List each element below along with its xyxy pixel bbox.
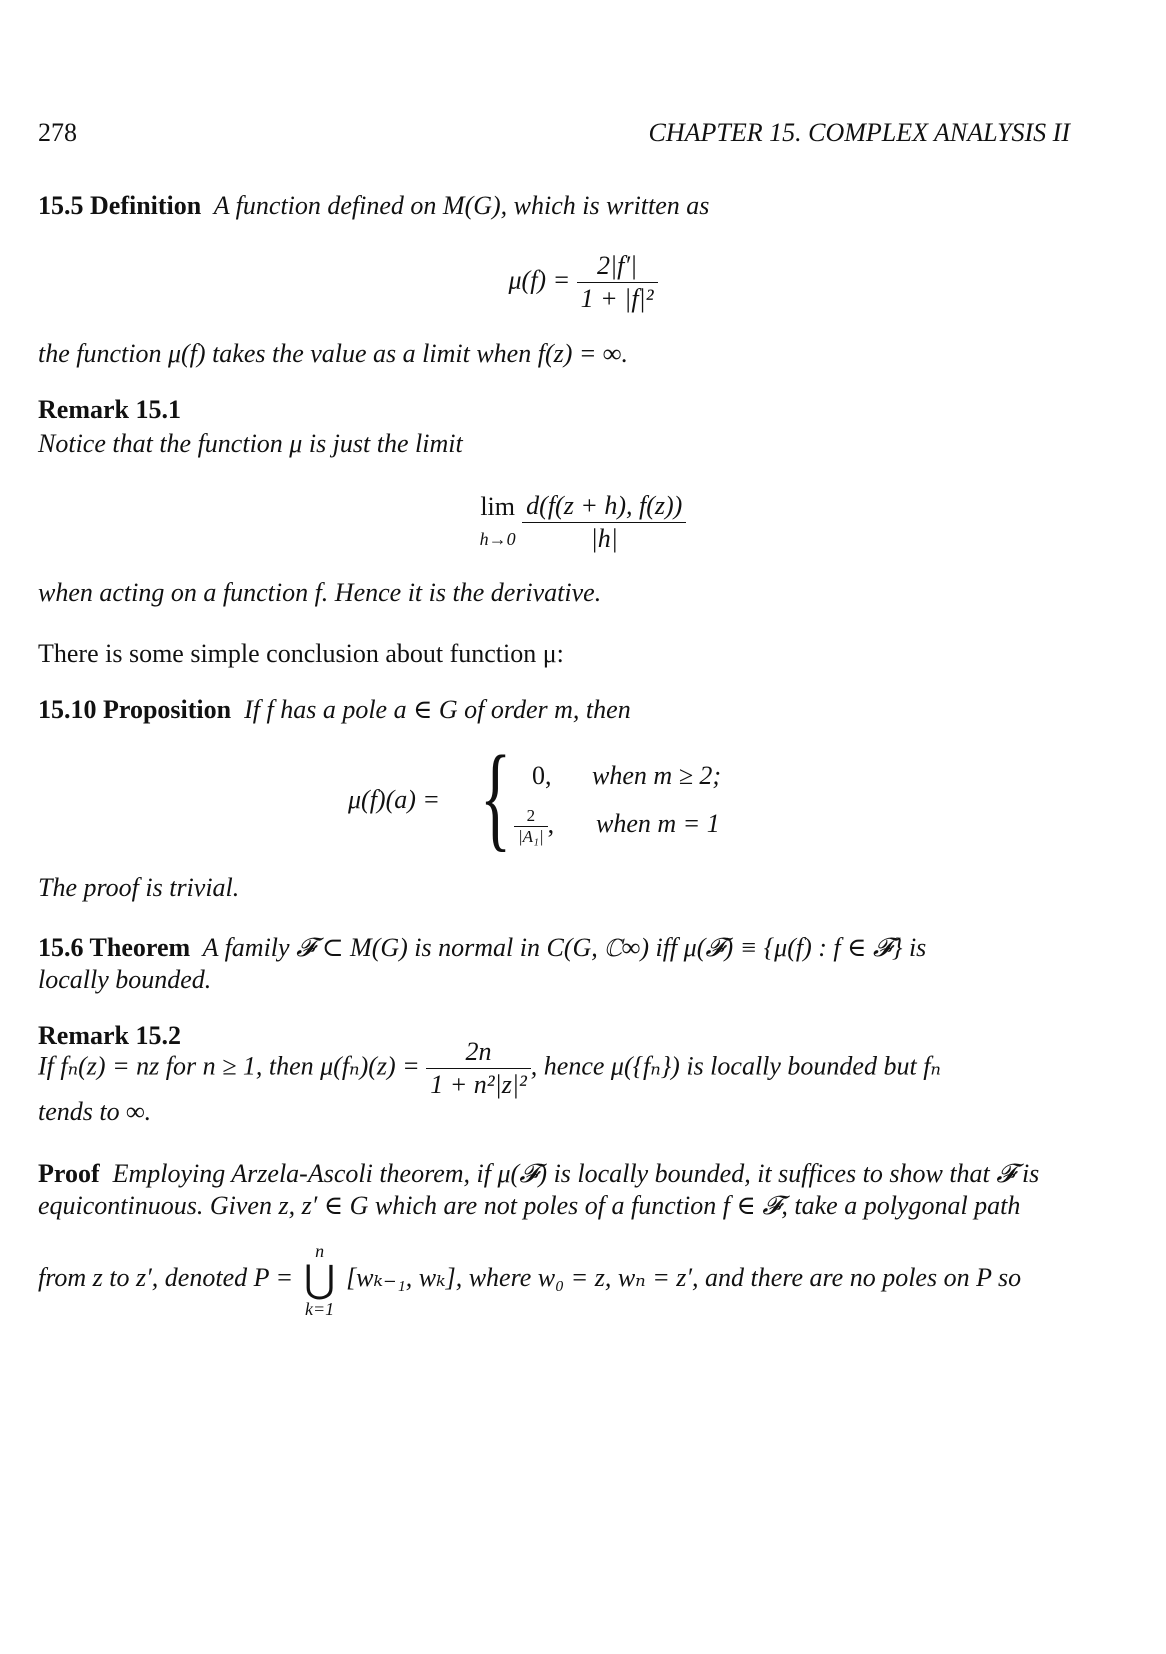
remark2-denominator: 1 + n²|z|² bbox=[430, 1070, 527, 1099]
lim-text: lim bbox=[480, 491, 515, 521]
definition-denominator: 1 + |f|² bbox=[580, 284, 654, 313]
limit-operator bbox=[480, 491, 516, 555]
remark1-line2: when acting on a function f. Hence it is the derivative. bbox=[38, 578, 602, 607]
theorem-line2: locally bounded. bbox=[38, 965, 212, 994]
remark2-label: Remark 15.2 bbox=[38, 1021, 181, 1050]
proof-line3-post: [wₖ₋₁, wₖ], where w₀ = z, wₙ = z′, and there are no poles on P so bbox=[346, 1262, 1022, 1292]
remark2-fraction bbox=[426, 1036, 531, 1101]
remark1-formula bbox=[0, 490, 1166, 555]
theorem-line1 bbox=[38, 932, 926, 964]
definition-label: 15.5 Definition bbox=[38, 191, 202, 220]
remark2-line2: tends to ∞. bbox=[38, 1097, 152, 1126]
left-brace: { bbox=[480, 731, 512, 862]
big-union-operator bbox=[300, 1242, 340, 1318]
remark1-label: Remark 15.1 bbox=[38, 395, 181, 424]
case2-fraction bbox=[514, 806, 548, 847]
remark2-numerator: 2n bbox=[426, 1036, 531, 1069]
proposition-label: 15.10 Proposition bbox=[38, 695, 232, 724]
definition-line bbox=[38, 190, 709, 222]
remark1-numerator: d(f(z + h), f(z)) bbox=[522, 490, 686, 523]
proposition-text: If f has a pole a ∈ G of order m, then bbox=[244, 695, 631, 724]
theorem-text: A family 𝓕 ⊂ M(G) is normal in C(G, ℂ∞) iff μ(𝓕) ≡ {μ(f) : f ∈ 𝓕} is bbox=[202, 933, 927, 962]
case2-value bbox=[514, 806, 554, 847]
union-symbol: ⋃ bbox=[303, 1259, 336, 1301]
proof-line3 bbox=[38, 1242, 1021, 1318]
case2-numerator: 2 bbox=[514, 806, 548, 827]
proof-line2: equicontinuous. Given z, z′ ∈ G which are not poles of a function f ∈ 𝓕, take a polygonal path bbox=[38, 1191, 1021, 1220]
proposition-proof: The proof is trivial. bbox=[38, 873, 240, 902]
proof-text1: Employing Arzela-Ascoli theorem, if μ(𝓕) is locally bounded, it suffices to show that 𝓕 is bbox=[112, 1159, 1040, 1188]
case2-condition: when m = 1 bbox=[596, 809, 720, 838]
remark1-line1: Notice that the function μ is just the limit bbox=[38, 429, 463, 458]
case1-value: 0, bbox=[532, 761, 552, 790]
remark2-pre: If fₙ(z) = nz for n ≥ 1, then μ(fₙ)(z) = bbox=[38, 1051, 420, 1081]
proof-line1 bbox=[38, 1158, 1039, 1190]
page-number: 278 bbox=[38, 118, 77, 147]
remark1-fraction bbox=[522, 490, 686, 555]
proof-line3-pre: from z to z′, denoted P = bbox=[38, 1262, 294, 1292]
case2-denominator: |A₁| bbox=[518, 827, 544, 846]
proposition-line bbox=[38, 694, 631, 726]
proof-label: Proof bbox=[38, 1159, 100, 1188]
remark2-post: , hence μ({fₙ}) is locally bounded but fₙ bbox=[530, 1051, 941, 1081]
chapter-heading: CHAPTER 15. COMPLEX ANALYSIS II bbox=[648, 118, 1070, 147]
definition-after: the function μ(f) takes the value as a limit when f(z) = ∞. bbox=[38, 339, 628, 368]
case2-comma: , bbox=[547, 809, 555, 839]
lim-subscript: h→0 bbox=[479, 528, 516, 549]
definition-fraction bbox=[577, 250, 658, 315]
union-lower-limit: k=1 bbox=[304, 1299, 335, 1319]
definition-lhs: μ(f) = bbox=[508, 265, 571, 295]
definition-intro: A function defined on M(G), which is written as bbox=[213, 191, 710, 220]
definition-numerator: 2|f′| bbox=[577, 250, 658, 283]
union-upper-limit: n bbox=[315, 1241, 325, 1261]
remark2-line1 bbox=[38, 1036, 941, 1101]
definition-formula bbox=[0, 250, 1166, 315]
conclusion-text: There is some simple conclusion about function μ: bbox=[38, 639, 564, 668]
case1-condition: when m ≥ 2; bbox=[592, 761, 722, 790]
theorem-label: 15.6 Theorem bbox=[38, 933, 191, 962]
proposition-lhs: μ(f)(a) = bbox=[348, 785, 440, 814]
remark1-denominator: |h| bbox=[590, 524, 618, 553]
